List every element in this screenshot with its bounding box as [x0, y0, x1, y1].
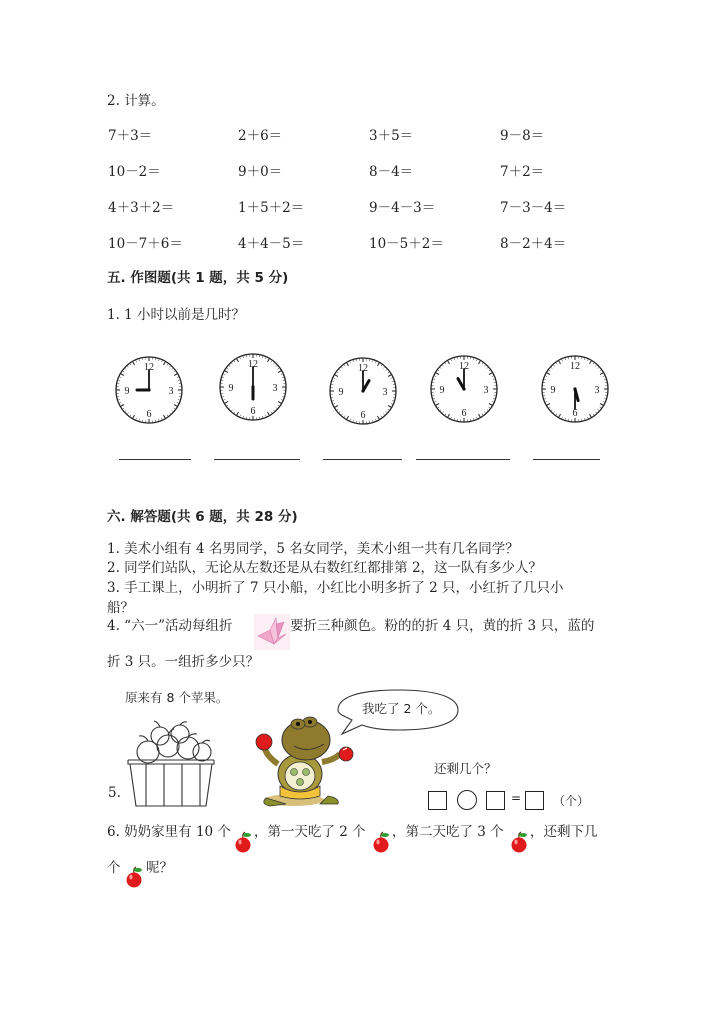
apple-leaf: [243, 833, 251, 837]
calc-item: 7＋2＝: [500, 164, 545, 180]
answer-blank-5[interactable]: [533, 459, 600, 460]
calc-item: 10－7＋6＝: [108, 236, 183, 252]
apple-caption: 原来有 8 个苹果。: [125, 690, 229, 705]
clock-number: 12: [144, 362, 154, 373]
section5-q1: 1. 1 小时以前是几时？: [107, 307, 246, 323]
question-4-suffix: 要折三种颜色。粉的的折 4 只，黄的折 3 只，蓝的: [290, 618, 595, 634]
calc-item: 4＋4－5＝: [238, 236, 305, 252]
calc-item: 10－5＋2＝: [369, 236, 444, 252]
clock-center: [573, 387, 576, 390]
question-6-part2: ，第一天吃了 2 个: [254, 824, 366, 840]
question-3-line2: 船？: [107, 600, 134, 616]
paper-crane-icon: [254, 614, 290, 650]
section5-title: 五. 作图题(共 1 题，共 5 分): [107, 270, 289, 286]
speech-bubble-text: 我吃了 2 个。: [362, 701, 441, 716]
question-6-part5: 个: [107, 860, 121, 876]
clock-center: [462, 387, 465, 390]
calc-item: 8－2＋4＝: [500, 236, 567, 252]
clock-number: 9: [124, 386, 130, 397]
remaining-question: 还剩几个？: [434, 761, 497, 776]
section6-title: 六. 解答题(共 6 题，共 28 分): [107, 509, 298, 525]
clock-number: 6: [250, 406, 256, 417]
answer-blank-1[interactable]: [119, 459, 191, 460]
clock-number: 3: [272, 383, 278, 394]
apple-body: [127, 873, 142, 888]
answer-box-result[interactable]: [525, 791, 544, 810]
clock-number: 9: [439, 385, 445, 396]
calc-item: 1＋5＋2＝: [238, 200, 305, 216]
calc-item: 9－8＝: [500, 128, 545, 144]
apple-icon: [508, 831, 530, 853]
apple-body: [512, 838, 527, 853]
apple-highlight: [514, 840, 517, 845]
question-1: 1. 美术小组有 4 名男同学，5 名女同学，美术小组一共有几名同学？: [107, 541, 519, 557]
apple-highlight: [238, 840, 241, 845]
apple-highlight: [129, 875, 132, 880]
unit-label: （个）: [553, 794, 590, 808]
apple-icon: [123, 866, 145, 888]
apple-body: [236, 838, 251, 853]
answer-box-2[interactable]: [486, 791, 505, 810]
apple-leaf: [519, 833, 527, 837]
question-4-line2: 折 3 只。一组折多少只？: [107, 654, 260, 670]
apple-icon: [232, 831, 254, 853]
clock-center: [251, 385, 254, 388]
clock-number: 12: [459, 361, 469, 372]
calc-item: 3＋5＝: [369, 128, 414, 144]
clock-face-2: [217, 351, 289, 423]
apple-icon: [370, 831, 392, 853]
apple-leaf: [134, 868, 142, 872]
calc-heading: 2. 计算。: [107, 93, 165, 109]
calc-item: 4＋3＋2＝: [108, 200, 175, 216]
clock-number: 9: [228, 383, 234, 394]
answer-blank-3[interactable]: [323, 459, 402, 460]
calc-item: 2＋6＝: [238, 128, 283, 144]
answer-blank-4[interactable]: [416, 459, 510, 460]
apple-body: [374, 838, 389, 853]
calc-item: 9＋0＝: [238, 164, 283, 180]
clock-face-5: [539, 353, 611, 425]
question-6-part1: 6. 奶奶家里有 10 个: [107, 824, 231, 840]
clock-number: 6: [572, 408, 578, 419]
clock-center: [147, 388, 150, 391]
clock-number: 9: [550, 385, 556, 396]
clock-face-3: [327, 355, 399, 427]
clock-number: 6: [360, 410, 366, 421]
clock-number: 3: [594, 385, 600, 396]
question-6-part6: 呢？: [146, 860, 173, 876]
clock-number: 12: [358, 363, 368, 374]
clock-number: 9: [338, 387, 344, 398]
calc-item: 8－4＝: [369, 164, 414, 180]
question-3-line1: 3. 手工课上，小明折了 7 只小船，小红比小明多折了 2 只，小红折了几只小: [107, 580, 564, 596]
apple-highlight: [376, 840, 379, 845]
question-2: 2. 同学们站队，无论从左数还是从右数红红都排第 2，这一队有多少人？: [107, 560, 543, 576]
question-4-prefix: 4. “六一”活动每组折: [107, 618, 233, 634]
calc-item: 7＋3＝: [108, 128, 153, 144]
clock-face-1: [113, 354, 185, 426]
operator-circle[interactable]: [457, 790, 477, 810]
calc-item: 10－2＝: [108, 164, 161, 180]
clock-number: 12: [248, 359, 258, 370]
question-5-number: 5.: [108, 785, 121, 801]
equals-sign: =: [511, 791, 522, 805]
clock-number: 6: [461, 408, 467, 419]
clock-face-4: [428, 353, 500, 425]
calc-item: 9－4－3＝: [369, 200, 436, 216]
calc-item: 7－3－4＝: [500, 200, 567, 216]
question-6-part3: ，第二天吃了 3 个: [392, 824, 504, 840]
clock-number: 3: [382, 387, 388, 398]
apple-leaf: [381, 833, 389, 837]
clock-number: 3: [168, 386, 174, 397]
apple-basket-icon: [124, 716, 218, 808]
clock-number: 3: [483, 385, 489, 396]
clock-center: [361, 389, 364, 392]
question-6-part4: ，还剩下几: [530, 824, 598, 840]
clock-number: 12: [570, 361, 580, 372]
clock-number: 6: [146, 409, 152, 420]
answer-blank-2[interactable]: [214, 459, 300, 460]
answer-box-1[interactable]: [428, 791, 447, 810]
